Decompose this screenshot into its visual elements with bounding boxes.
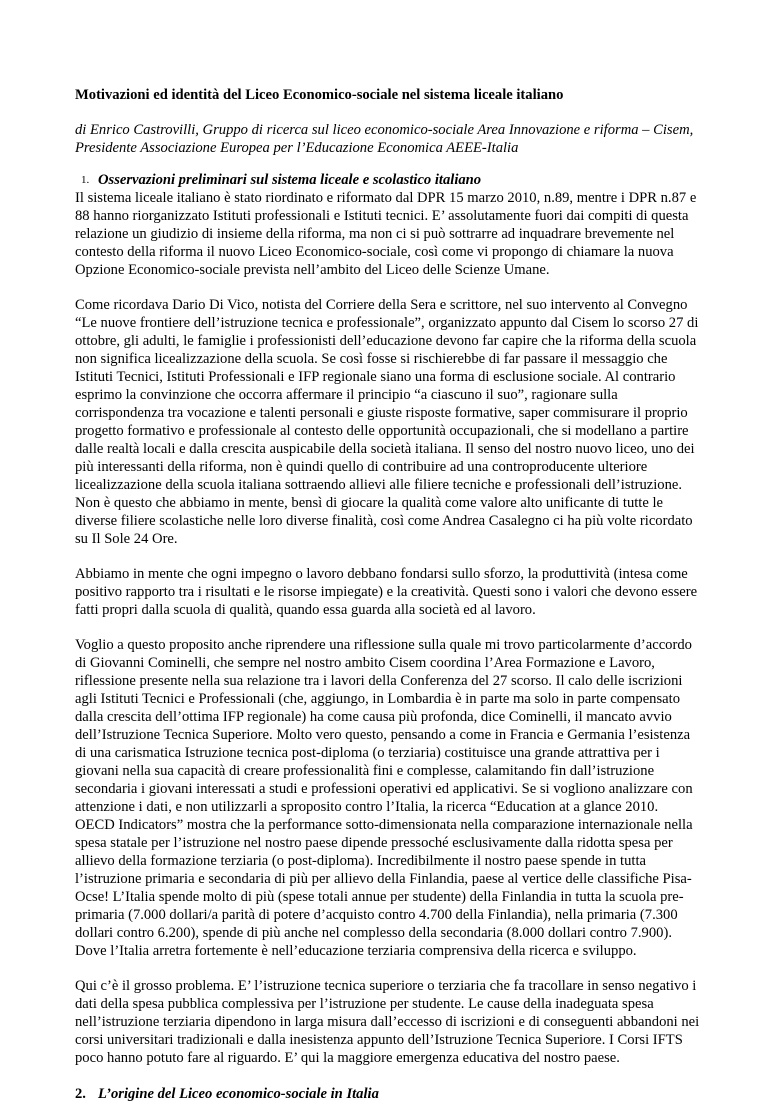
section-title: L’origine del Liceo economico-sociale in Italia	[98, 1086, 379, 1102]
document-title: Motivazioni ed identità del Liceo Economico-sociale nel sistema liceale italiano	[75, 87, 564, 103]
section-heading-1	[75, 171, 700, 189]
author-byline: di Enrico Castrovilli, Gruppo di ricerca sul liceo economico-sociale Area Innovazione e riforma – Cisem, Presidente Associazione Europea per l’Educazione Economica AEEE-Italia	[75, 122, 694, 156]
section-title: Osservazioni preliminari sul sistema liceale e scolastico italiano	[98, 172, 482, 188]
section-number: 1.	[81, 174, 90, 186]
section-number: 2.	[75, 1086, 86, 1102]
paragraph-4: Voglio a questo proposito anche riprendere una riflessione sulla quale mi trovo particolarmente d’accordo di Giovanni Cominelli, che sempre nel nostro ambito Cisem coordina l’Area Formazione e Lavoro, riflessione presente nella sua relazione tra i lavori della Conferenza del 27 scorso. Il calo delle iscrizioni agli Istituti Tecnici e Professionali (che, aggiungo, in Lombardia è in parte ma solo in parte compensato dalla crescita dell’ottima IFP regionale) ha come causa più profonda, dice Cominelli, il mancato avvio dell’Istruzione Tecnica Superiore. Molto vero questo, pensando a come in Francia e Germania l’esistenza di una carismatica Istruzione tecnica post-diploma (o terziaria) costituisce una grande attrattiva per i giovani nella sua capacità di creare professionalità fini e complesse, calamitando fin dall’istruzione secondaria i giovani interessati a studi e professioni operativi ed applicativi. Se si vogliono analizzare con attenzione i dati, e non utilizzarli a sproposito contro l’Italia, la ricerca “Education at a glance 2010. OECD Indicators” mostra che la performance sotto-dimensionata nella comparazione internazionale nella spesa statale per l’istruzione nel nostro paese dipende pressoché esclusivamente dalla ridotta spesa per allievo della formazione terziaria (o post-diploma). Incredibilmente il nostro paese spende in tutta l’istruzione primaria e secondaria di più per allievo della Finlandia, paese al vertice delle classifiche Pisa-Ocse! L’Italia spende molto di più (spese totali annue per studente) della Finlandia in tutta la scuola pre-primaria (7.000 dollari/a parità di potere d’acquisto contro 4.700 della Finlandia), nella primaria (7.300 dollari contro 6.200), spende di più anche nel complesso della secondaria (8.000 dollari contro 7.900). Dove l’Italia arretra fortemente è nell’educazione terziaria comprensiva della ricerca e sviluppo.	[75, 637, 693, 959]
section-heading-2	[75, 1085, 700, 1103]
paragraph-3: Abbiamo in mente che ogni impegno o lavoro debbano fondarsi sullo sforzo, la produttività (intesa come positivo rapporto tra i risultati e le risorse impiegate) e la creatività. Questi sono i valori che devono essere fatti propri dalla scuola di qualità, quando essa guarda alla società ed al lavoro.	[75, 566, 698, 618]
paragraph-2: Come ricordava Dario Di Vico, notista del Corriere della Sera e scrittore, nel suo intervento al Convegno “Le nuove frontiere dell’istruzione tecnica e professionale”, organizzato appunto dal Cisem lo scorso 27 di ottobre, gli adulti, le famiglie i professionisti dell’educazione devono far capire che la riforma della scuola non significa licealizzazione della scuola. Se così fosse si rischierebbe di far passare il messaggio che Istituti Tecnici, Istituti Professionali e IFP regionale siano una forma di esclusione sociale. Al contrario esprimo la convinzione che occorra affermare il principio “a ciascuno il suo”, ragionare sulla corrispondenza tra vocazione e talenti personali e giuste risposte formative, saper commisurare il proprio progetto formativo e professionale al contesto delle opportunità occupazionali, che si modellano a partire dalle realtà locali e dalla crescita auspicabile della società italiana. Il senso del nostro nuovo liceo, uno dei più interessanti della riforma, non è quindi quello di contribuire ad una controproducente ulteriore licealizzazione della scuola italiana sottraendo allievi alle filiere tecniche e professionali dell’istruzione. Non è questo che abbiamo in mente, bensì di giocare la qualità come valore alto unificante di tutte le diverse filiere scolastiche nelle loro diverse finalità, così come Andrea Casalegno ci ha più volte ricordato su Il Sole 24 Ore.	[75, 297, 699, 547]
document-page	[75, 86, 700, 1103]
paragraph-5: Qui c’è il grosso problema. E’ l’istruzione tecnica superiore o terziaria che fa tracollare in senso negativo i dati della spesa pubblica complessiva per l’istruzione per studente. Le cause della inadeguata spesa nell’istruzione terziaria dipendono in larga misura dall’eccesso di iscrizioni e di conseguenti abbandoni nei corsi universitari tradizionali e dalla inesistenza appunto dell’Istruzione Tecnica Superiore. I Corsi IFTS poco hanno potuto fare al riguardo. E’ qui la maggiore emergenza educativa del nostro paese.	[75, 978, 700, 1066]
paragraph-1: Il sistema liceale italiano è stato riordinato e riformato dal DPR 15 marzo 2010, n.89, mentre i DPR n.87 e 88 hanno riorganizzato Istituti professionali e Istituti tecnici. E’ assolutamente fuori dai compiti di questa relazione un giudizio di insieme della riforma, ma non ci si può sottrarre ad inquadrare brevemente nel contesto della riforma il nuovo Liceo Economico-sociale, così come vi propongo di chiamare la nuova Opzione Economico-sociale prevista nell’ambito del Liceo delle Scienze Umane.	[75, 190, 697, 278]
